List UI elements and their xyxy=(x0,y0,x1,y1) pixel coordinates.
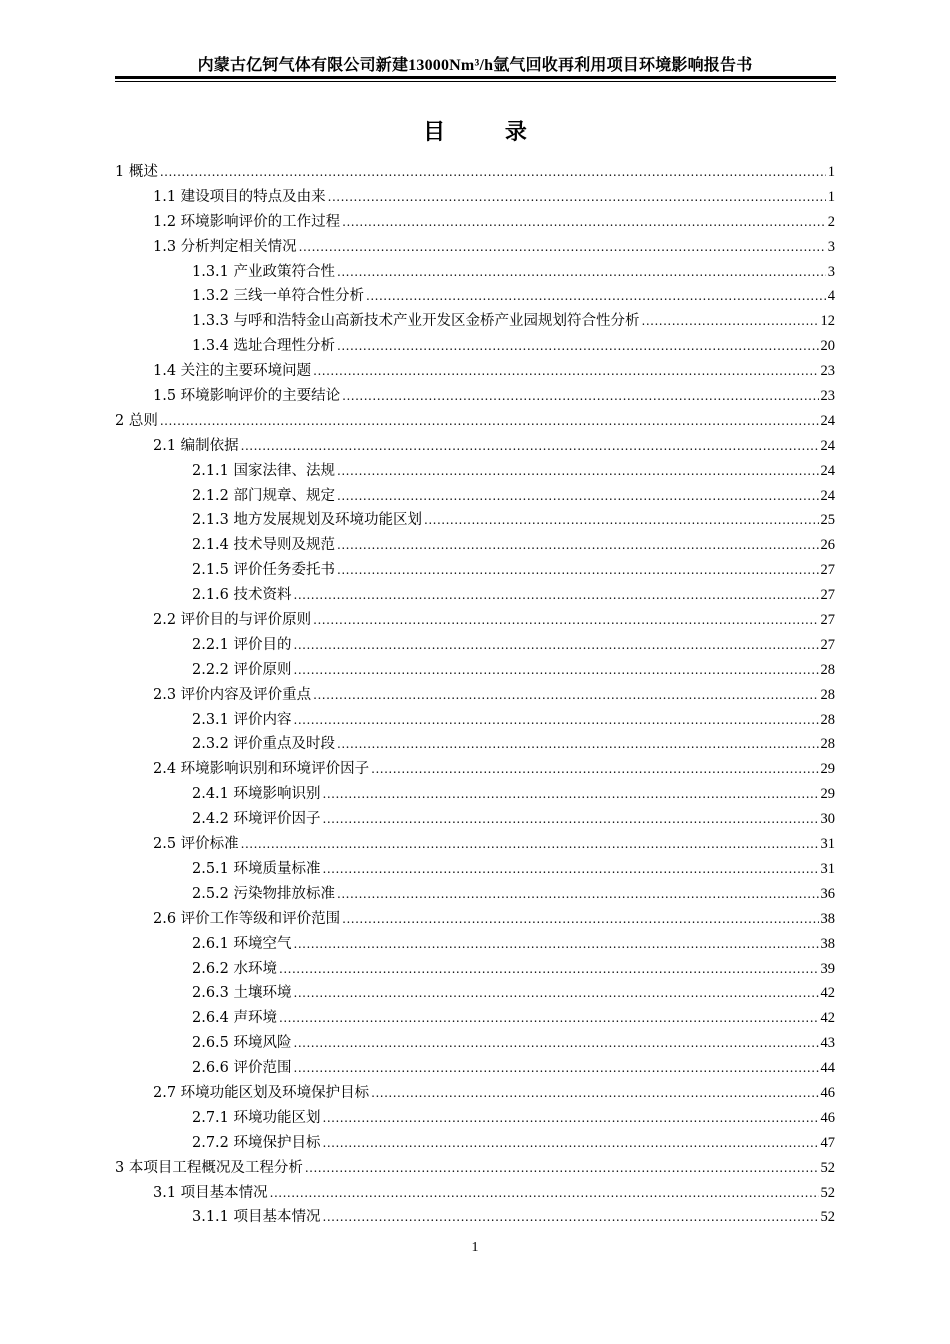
toc-entry[interactable] xyxy=(115,508,835,533)
toc-dot-leader xyxy=(294,981,819,1006)
toc-dot-leader xyxy=(294,658,819,683)
toc-entry-text: 1.2 环境影响评价的工作过程 xyxy=(153,213,341,230)
toc-entry[interactable] xyxy=(115,1056,835,1081)
toc-entry-text: 1.3.4 选址合理性分析 xyxy=(192,338,336,355)
toc-entry-text: 2.3.1 评价内容 xyxy=(192,711,292,728)
toc-entry[interactable] xyxy=(115,558,835,583)
toc-dot-leader xyxy=(337,260,826,285)
toc-entry-page: 27 xyxy=(820,612,835,629)
toc-entry[interactable] xyxy=(115,882,835,907)
toc-entry-page: 27 xyxy=(820,636,835,653)
toc-dot-leader xyxy=(313,359,818,384)
toc-entry-text: 2.7 环境功能区划及环境保护目标 xyxy=(153,1084,370,1101)
toc-entry[interactable] xyxy=(115,683,835,708)
toc-dot-leader xyxy=(160,409,819,434)
toc-entry[interactable] xyxy=(115,981,835,1006)
toc-entry-page: 36 xyxy=(820,885,835,902)
toc-dot-leader xyxy=(323,1131,819,1156)
toc-entry[interactable] xyxy=(115,359,835,384)
toc-dot-leader xyxy=(342,907,818,932)
toc-entry-text: 2.6.4 声环境 xyxy=(192,1010,278,1027)
toc-entry-page: 42 xyxy=(820,985,835,1002)
toc-dot-leader xyxy=(270,1181,819,1206)
toc-entry-text: 1 概述 xyxy=(115,164,158,180)
toc-entry[interactable] xyxy=(115,857,835,882)
toc-entry-text: 2.5.2 污染物排放标准 xyxy=(192,885,336,902)
toc-entry[interactable] xyxy=(115,757,835,782)
toc-dot-leader xyxy=(294,583,819,608)
toc-entry[interactable] xyxy=(115,1156,835,1181)
toc-entry[interactable] xyxy=(115,957,835,982)
toc-dot-leader xyxy=(337,558,818,583)
toc-entry-text: 1.3.3 与呼和浩特金山高新技术产业开发区金桥产业园规划符合性分析 xyxy=(192,313,640,330)
toc-entry-page: 4 xyxy=(827,288,835,305)
toc-dot-leader xyxy=(328,185,826,210)
toc-entry[interactable] xyxy=(115,583,835,608)
toc-entry-page: 24 xyxy=(820,487,835,504)
toc-entry[interactable] xyxy=(115,260,835,285)
toc-entry[interactable] xyxy=(115,832,835,857)
toc-dot-leader xyxy=(366,284,826,309)
toc-entry-text: 1.1 建设项目的特点及由来 xyxy=(153,188,326,205)
toc-entry[interactable] xyxy=(115,658,835,683)
toc-entry[interactable] xyxy=(115,284,835,309)
toc-entry[interactable] xyxy=(115,434,835,459)
toc-entry-page: 3 xyxy=(827,263,835,280)
toc-entry-text: 1.5 环境影响评价的主要结论 xyxy=(153,388,341,405)
toc-entry-page: 44 xyxy=(820,1060,835,1077)
toc-entry-text: 2.2 评价目的与评价原则 xyxy=(153,612,312,629)
toc-entry-text: 2 总则 xyxy=(115,412,158,429)
toc-entry[interactable] xyxy=(115,1131,835,1156)
toc-entry-text: 2.6.3 土壤环境 xyxy=(192,985,292,1002)
toc-dot-leader xyxy=(323,807,819,832)
toc-entry[interactable] xyxy=(115,484,835,509)
toc-entry-text: 2.2.1 评价目的 xyxy=(192,636,292,653)
toc-entry[interactable] xyxy=(115,210,835,235)
toc-entry-text: 2.1.5 评价任务委托书 xyxy=(192,562,336,579)
toc-dot-leader xyxy=(337,459,818,484)
toc-dot-leader xyxy=(305,1156,819,1181)
toc-dot-leader xyxy=(294,633,819,658)
toc-entry[interactable] xyxy=(115,1006,835,1031)
toc-entry-text: 2.1.6 技术资料 xyxy=(192,587,292,604)
toc-entry-page: 24 xyxy=(820,412,835,429)
toc-entry[interactable] xyxy=(115,334,835,359)
toc-entry-page: 52 xyxy=(820,1209,835,1226)
toc-entry-page: 31 xyxy=(820,836,835,853)
toc-dot-leader xyxy=(337,882,818,907)
toc-entry-page: 43 xyxy=(820,1035,835,1052)
toc-entry-page: 1 xyxy=(827,164,835,180)
toc-entry-text: 2.1.3 地方发展规划及环境功能区划 xyxy=(192,512,423,529)
toc-entry-text: 2.3.2 评价重点及时段 xyxy=(192,736,336,753)
toc-dot-leader xyxy=(642,309,819,334)
toc-dot-leader xyxy=(337,334,818,359)
toc-entry[interactable] xyxy=(115,160,835,185)
toc-entry-page: 52 xyxy=(820,1184,835,1201)
toc-entry-text: 2.6.1 环境空气 xyxy=(192,935,292,952)
toc-entry[interactable] xyxy=(115,907,835,932)
toc-entry[interactable] xyxy=(115,608,835,633)
toc-entry[interactable] xyxy=(115,185,835,210)
toc-entry[interactable] xyxy=(115,235,835,260)
toc-title: 目 录 xyxy=(423,119,553,145)
toc-entry[interactable] xyxy=(115,1081,835,1106)
toc-entry-text: 2.4.2 环境评价因子 xyxy=(192,811,321,828)
toc-entry-page: 25 xyxy=(820,512,835,529)
toc-entry-text: 3 本项目工程概况及工程分析 xyxy=(115,1159,303,1176)
toc-entry[interactable] xyxy=(115,932,835,957)
toc-entry-text: 2.1.1 国家法律、法规 xyxy=(192,462,336,479)
toc-entry-page: 39 xyxy=(820,960,835,977)
toc-entry-page: 23 xyxy=(820,363,835,380)
toc-dot-leader xyxy=(323,1205,819,1230)
toc-entry[interactable] xyxy=(115,533,835,558)
toc-entry[interactable] xyxy=(115,1031,835,1056)
toc-dot-leader xyxy=(294,932,819,957)
toc-entry-text: 2.7.2 环境保护目标 xyxy=(192,1134,321,1151)
toc-dot-leader xyxy=(337,533,818,558)
toc-dot-leader xyxy=(241,832,819,857)
toc-dot-leader xyxy=(294,708,819,733)
toc-entry-page: 23 xyxy=(820,388,835,405)
toc-dot-leader xyxy=(342,384,818,409)
toc-dot-leader xyxy=(337,732,818,757)
toc-entry[interactable] xyxy=(115,1205,835,1230)
toc-entry[interactable] xyxy=(115,409,835,434)
toc-entry[interactable] xyxy=(115,1106,835,1131)
toc-entry[interactable] xyxy=(115,459,835,484)
toc-entry-text: 2.6.2 水环境 xyxy=(192,960,278,977)
toc-dot-leader xyxy=(424,508,818,533)
toc-entry-page: 28 xyxy=(820,686,835,703)
toc-entry[interactable] xyxy=(115,708,835,733)
toc-dot-leader xyxy=(371,1081,818,1106)
toc-entry-text: 2.6.6 评价范围 xyxy=(192,1060,292,1077)
toc-entry-text: 2.1 编制依据 xyxy=(153,437,239,454)
toc-dot-leader xyxy=(337,484,818,509)
toc-entry[interactable] xyxy=(115,633,835,658)
toc-entry-page: 20 xyxy=(820,338,835,355)
page-number: 1 xyxy=(471,1240,479,1255)
toc-entry-text: 2.1.2 部门规章、规定 xyxy=(192,487,336,504)
toc-entry-page: 26 xyxy=(820,537,835,554)
toc-dot-leader xyxy=(371,757,818,782)
toc-entry-page: 46 xyxy=(820,1084,835,1101)
toc-entry[interactable] xyxy=(115,1181,835,1206)
toc-entry-text: 2.5.1 环境质量标准 xyxy=(192,860,321,877)
table-of-contents xyxy=(115,160,835,1230)
toc-entry[interactable] xyxy=(115,782,835,807)
toc-dot-leader xyxy=(279,1006,818,1031)
toc-dot-leader xyxy=(294,1031,819,1056)
header-rule-thick xyxy=(115,76,836,79)
toc-entry-page: 42 xyxy=(820,1010,835,1027)
toc-entry-page: 52 xyxy=(820,1159,835,1176)
toc-dot-leader xyxy=(294,1056,819,1081)
toc-entry-page: 30 xyxy=(820,811,835,828)
toc-entry-page: 38 xyxy=(820,935,835,952)
toc-dot-leader xyxy=(323,782,819,807)
toc-entry-text: 2.5 评价标准 xyxy=(153,836,239,853)
toc-entry-page: 29 xyxy=(820,786,835,803)
toc-dot-leader xyxy=(160,160,826,185)
toc-entry-page: 27 xyxy=(820,562,835,579)
toc-dot-leader xyxy=(279,957,818,982)
toc-dot-leader xyxy=(323,857,819,882)
toc-entry-text: 3.1 项目基本情况 xyxy=(153,1184,268,1201)
toc-entry-text: 2.6 评价工作等级和评价范围 xyxy=(153,910,341,927)
toc-entry-page: 24 xyxy=(820,437,835,454)
toc-entry-page: 3 xyxy=(827,238,835,255)
toc-entry-text: 1.3.2 三线一单符合性分析 xyxy=(192,288,365,305)
toc-entry[interactable] xyxy=(115,309,835,334)
toc-entry[interactable] xyxy=(115,807,835,832)
toc-entry-page: 38 xyxy=(820,910,835,927)
toc-entry-text: 2.7.1 环境功能区划 xyxy=(192,1109,321,1126)
toc-entry-page: 28 xyxy=(820,661,835,678)
toc-entry-page: 24 xyxy=(820,462,835,479)
toc-entry-text: 1.4 关注的主要环境问题 xyxy=(153,363,312,380)
toc-entry-text: 1.3.1 产业政策符合性 xyxy=(192,263,336,280)
toc-entry-page: 1 xyxy=(827,188,835,205)
header-rule-thin xyxy=(115,81,836,82)
toc-dot-leader xyxy=(299,235,826,260)
toc-entry-text: 2.3 评价内容及评价重点 xyxy=(153,686,312,703)
toc-entry-page: 47 xyxy=(820,1134,835,1151)
toc-entry-text: 3.1.1 项目基本情况 xyxy=(192,1209,321,1226)
toc-dot-leader xyxy=(241,434,819,459)
running-header: 内蒙古亿钶气体有限公司新建13000Nm³/h氩气回收再利用项目环境影响报告书 xyxy=(197,57,753,74)
toc-entry-page: 28 xyxy=(820,736,835,753)
toc-entry-text: 2.1.4 技术导则及规范 xyxy=(192,537,336,554)
toc-entry-page: 29 xyxy=(820,761,835,778)
toc-entry[interactable] xyxy=(115,384,835,409)
toc-entry-page: 27 xyxy=(820,587,835,604)
toc-dot-leader xyxy=(313,608,818,633)
toc-entry-page: 2 xyxy=(827,213,835,230)
toc-entry-page: 46 xyxy=(820,1109,835,1126)
toc-entry-text: 2.4 环境影响识别和环境评价因子 xyxy=(153,761,370,778)
toc-dot-leader xyxy=(313,683,818,708)
toc-entry-text: 1.3 分析判定相关情况 xyxy=(153,238,297,255)
toc-dot-leader xyxy=(323,1106,819,1131)
toc-dot-leader xyxy=(342,210,826,235)
toc-entry-text: 2.4.1 环境影响识别 xyxy=(192,786,321,803)
toc-entry-page: 28 xyxy=(820,711,835,728)
toc-entry-page: 31 xyxy=(820,860,835,877)
toc-entry-text: 2.2.2 评价原则 xyxy=(192,661,292,678)
toc-entry-page: 12 xyxy=(820,313,835,330)
toc-entry-text: 2.6.5 环境风险 xyxy=(192,1035,292,1052)
toc-entry[interactable] xyxy=(115,732,835,757)
